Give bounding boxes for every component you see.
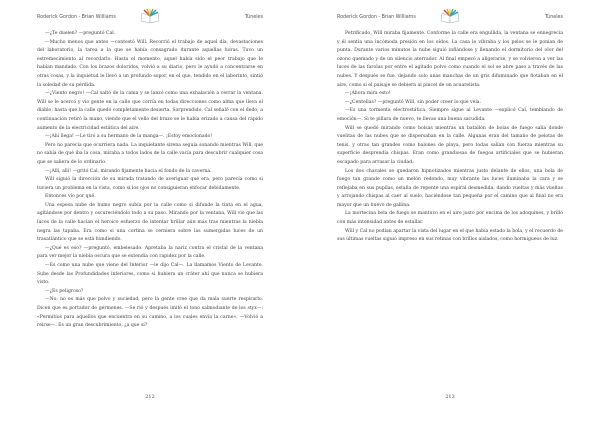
- open-book-logo-icon: [439, 9, 461, 25]
- paragraph: Petrificado, Will miraba fijamente. Conforme la calle era engullida, la ventana se ennegrecía y él sentía una incómoda presión en los oídos. La casa le vibraba y los pelos se le ponían de punta. Durante varios minutos la nube siguió inflándose y llenando el dormitorio del olor del ozono quemado y de un silencio aterrador. Al final empezó a aligerarse, y se volvieron a ver las luces de las farolas por entre el agitado polvo como cuando el sol se abre paso a través de las nubes. Y después se fue, dejando solo unas manchas de un gris difuminado que flotaban en el aire, como si el paisaje se debiera al pincel de un acuarelista.: [337, 31, 563, 88]
- left-page-text: [37, 30, 263, 331]
- paragraph: —¡Ahora mira esto!: [345, 91, 391, 97]
- paragraph: Will y Cal no podían apartar la vista del lugar en el que había estado la bola, y el recuerdo de sus últimas vueltas siguió impreso en sus retinas con brillos aislados, como hormigueos de luz.: [337, 228, 563, 243]
- paragraph: —¡Ahí llega! —Le tiró a su hermano de la manga—. ¡Estoy emocionado!: [45, 134, 213, 140]
- paragraph: —¿Qué es eso? —preguntó, embelesado. Apretaba la nariz contra el cristal de la ventana para ver mejor la niebla oscura que se extendía con rapidez por la calle.: [37, 245, 263, 260]
- page-number-left: 212: [145, 394, 155, 400]
- paragraph: Pero no parecía que ocurriera nada. La inquietante sirena seguía sonando mientras Will, que no sabía de qué iba la cosa, miraba a todos lados de la calle vacía para descubrir cualquier cosa que se saliera de lo ordinario.: [37, 142, 263, 165]
- right-page: [300, 0, 600, 424]
- paragraph: —Mucho menos que antes —contestó Will. Recorrió el trabajo de aquel día, devastaciones del laboratorio, la tarea a la que se había consagrado durante aquellas horas. Tuvo un estremecimiento al recordarlo. Hasta el momento, aquel había sido el peor trabajo que le habían mandado. Con los brazos doloridos, volvió a su diario, pero le ayudó a concentrarse en otras cosas, y la inquietud le llevó a un profundo sopor, en el que, tendido en el laberinto, sintió la soledad de su pérdida.: [37, 39, 263, 88]
- header-book-title: Túneles: [544, 15, 563, 20]
- right-page-text: [337, 30, 563, 245]
- paragraph: Will siguió la dirección de su mirada tratando de averiguar qué era, pero parecía como si tuviera un problema en la vista, como si los ojos no consiguieran enfocar debidamente.: [37, 177, 263, 191]
- paragraph: —No, no es más que polvo y suciedad, pero la gente cree que da mala suerte respirarlo. Dicen que es portador de gérmenes. —Se rió y después imitó el tono salmodiante de los styx—: «Permitíos para aquellos que encuentra en su camino, a los cuales envía la carne». —Volvió a reírse—. Es un gran descubrimiento, ¿a que sí?: [37, 297, 263, 329]
- running-header-right: [337, 15, 563, 23]
- open-book-logo-icon: [139, 9, 161, 25]
- paragraph: —¿Centellas? —preguntó Will, sin poder creer lo que veía.: [345, 99, 482, 105]
- paragraph: —Es una tormenta electrostática. Siempre sigue al Levante —explicó Cal, temblando de emoción—. Si te pillara de nuevo, te llevas una buena sacudida.: [337, 108, 563, 122]
- paragraph: Los dos chavales se quedaron hipnotizados mientras justo delante de ellos, una bola de fuego tan grande como un melón redondo, muy vibrante las luces iluminaba la cara y se reflejaba en sus pupilas, estalla de repente una espiral desmedida, dando vueltas y más vueltas y arrojando chispas al caer al suelo, haciéndose tan pequeña por el camino que al final no era mayor que un huevo de gallina.: [337, 168, 563, 208]
- paragraph: Entonces vio por qué.: [45, 194, 96, 200]
- paragraph: —¿Viento negro! —Cal saltó de la cama y se lanzó como una exhalación a cerrar la ventana. Will se le acercó y vio gente en la calle que corría en todas direcciones como alma que lleva el diablo, hasta que la calle quedó completamente desierta. Sorprendido, Cal señaló con el dedo; a continuación retiró la mano, viendo que el vello del brazo se le había erizado a causa del rápido aumento de la electricidad estática del aire.: [37, 91, 263, 131]
- running-header-left: [37, 15, 263, 23]
- paragraph: —¿Es peligroso?: [45, 288, 84, 294]
- paragraph: La mortecina bola de fuego se mantuvo en el aire justo por encima de los adoquines, y brilló con más intensidad antes de estallar.: [337, 211, 563, 226]
- page-number-right: 213: [445, 394, 455, 400]
- header-author: Roderick Gordon - Brian Williams: [37, 15, 116, 20]
- header-author: Roderick Gordon - Brian Williams: [337, 15, 416, 20]
- header-book-title: Túneles: [244, 15, 263, 20]
- paragraph: Una espesa nube de humo negro subía por la calle como si difunde la tinta en el agua, agitándose por dentro y oscureciéndolo todo a su paso. Mirando por la ventana, Will vio que las luces de la calle hacían el heroico esfuerzo de intentar brillar aún más tras mientras la niebla negra las tapaba. Era como si una cortina se cerniera sobre las sumergidas luces de un trasatlántico que se está hundiendo.: [37, 202, 263, 243]
- paragraph: —¡Allí, allí! —gritó Cal, mirando fijamente hacia el fondo de la caverna.: [45, 168, 212, 174]
- paragraph: Will se quedó mirando como bolsas mientras un batallón de bolas de fuego salía donde vuelitas de las nubes que se dispersaban en la calle. Algunas eran del tamaño de pelotas de tenis, y otras tan grandes como balones de playa, pero todas salían con fuerza mientras su superficie desprendía chispas. Eran como grandiosas de fuegos artificiales que se hubieran escapado para arrasar la ciudad.: [337, 125, 563, 165]
- paragraph: —¿Te duelen? —preguntó Cal.: [45, 31, 116, 36]
- paragraph: —Es como una nube que viene del Interior —le dijo Cal—. La llamamos Viento de Levante. Sube desde las Profundidades inferiores, como si hubiera un cráter ahí que nunca se hubiera visto.: [37, 263, 263, 286]
